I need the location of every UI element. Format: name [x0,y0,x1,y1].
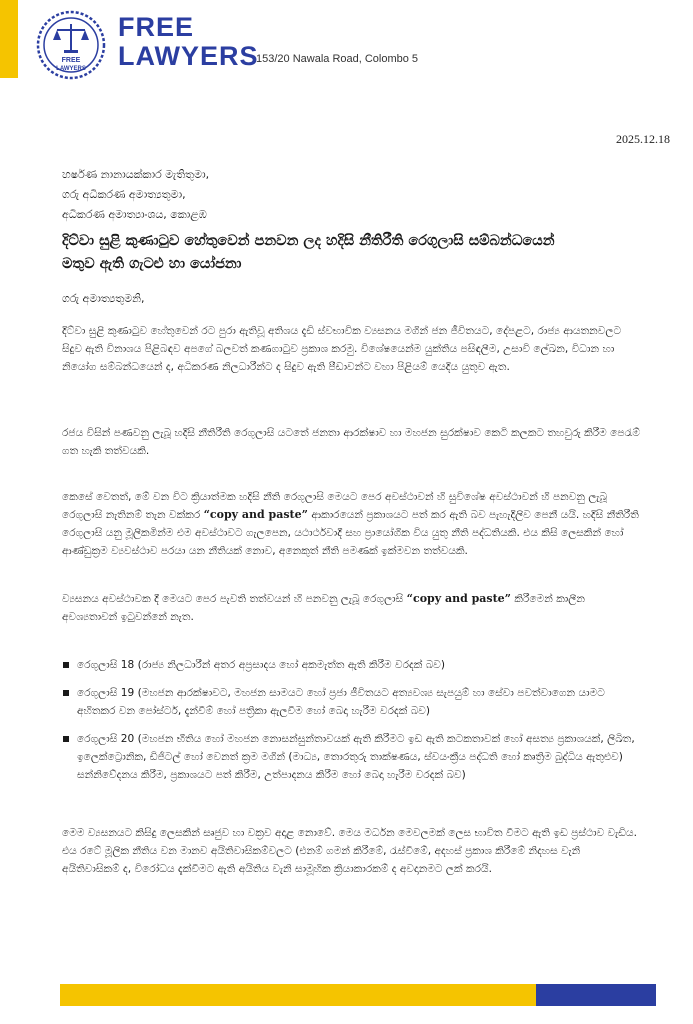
paragraph-3 [62,488,640,560]
letter-date: 2025.12.18 [616,132,670,146]
subject-line: දිට්වා සුළි කුණාටුව හේතුවෙන් පනවන ලද හදිසි නීතිරීති රෙගුලාසි සම්බන්ධයෙන් [62,233,555,249]
recipient-line: හර්ෂණ නානායක්කාර මැතිතුමා, [62,168,210,181]
logo-text-line1: FREE [61,57,81,64]
paragraph-4-part-b: කිරීමෙන් කාලීන අවශ්‍යතාවන් ඉටුවන්නේ නැත. [62,593,585,623]
bullet-square-icon [63,736,69,742]
brand-line-1: FREE [118,12,195,42]
subject-line: මතුව ඇති ගැටළු හා යෝජනා [62,256,242,272]
paragraph-4-part-a: ව්‍යසනය අවස්ථාවක දී මෙයට පෙර පැවති තත්වයන් හි පනවනු ලැබූ රෙගුලාසි [62,593,404,605]
copy-paste-quote: “copy and paste” [406,592,512,605]
list-item-text: රෙගුලාසි 20 (මහජන භීතිය හෝ මහජන නොසන්සුන්තාවයක් ඇති කිරීමට ඉඩ ඇති කටකතාවක් හෝ අසත්‍ය ප්‍රකාශයක්, ලිඛිත, ඉලෙක්ට්‍රොනික, ඩිජිටල් හෝ වෙනත් ක්‍රම මගින් (මාධ්‍ය, තොරතුරු තාක්ෂණය, ස්වයංක්‍රීය පද්ධති හෝ කෘත්‍රිම බුද්ධිය ඇතුළුව) සන්නිවේදනය කිරීම, ප්‍රකාශයට පත් කිරීම, උත්පාදනය කිරීම හෝ බෙදා හැරීම වරදක් බව) [77,733,635,781]
letter-subject [62,230,637,276]
letterhead-address: 153/20 Nawala Road, Colombo 5 [256,53,419,65]
regulation-list [62,656,640,794]
brand-line-2: LAWYERS [118,41,259,71]
recipient-block [62,165,209,225]
footer-yellow-bar [60,984,536,1006]
paragraph-1: දිට්වා සුළි කුණාටුව හේතුවෙන් රට පුරා ඇතිවූ අතිශය දැඩි ස්වභාවික ව්‍යසනය මගින් ජන ජීවිතයට, දේපළට, රාජ්‍ය ආයතනවලට සිදුව ඇති විනාශය පිළිබඳව අපගේ බලවත් කණගාටුව ප්‍රකාශ කරමු. විශේෂයෙන්ම යුක්තිය පසිඳලීම, උසාවි ලේඛන, විධාන හා නියෝග සම්බන්ධයෙන් ද, අධිකරණ නිලධාරීන්ට ද සිදුව ඇති පීඩාවන්ට වහා පිළියම් යෙදිය යුතුව ඇත. [62,325,622,373]
paragraph-4 [62,590,640,626]
paragraph-5: මෙම ව්‍යසනයට කිසිදු ලෙසකින් සෘජුව හා වක්‍රව අදාළ නොවේ. මෙය මර්ධන මෙවලමක් ලෙස භාවිත වීමට ඇති ඉඩ ප්‍රස්ථාව වැඩිය. එය රටේ මූලික නීතිය වන මානව අයිතිවාසිකම්වලට (එනම් ගමන් කිරීමේ, රැස්වීමේ, අදහස් ප්‍රකාශ කිරීමේ නිදහස වැනි අයිතිවාසිකම් ද, විරෝධය දැක්වීමට ඇති අයිතිය වැනි සාමූහික ක්‍රියාකාරකම් ද අවදානමට ලක් කරයි. [62,827,638,875]
paragraph-3-part-b: ආකාරයෙන් ප්‍රකාශයට පත් කර ඇති බව පැහැදිලිව පෙනී යයි. හදිසි නීතිරීති රෙගුලාසි යනු මූලිකමින්ම එම අවස්ථාවට ගැලපෙන, යථාර්ථවාදී සහ ප්‍රායෝගික විය යුතු නීති පද්ධතියකි. එය කිසි ලෙසකින් හෝ ආණ්ඩුක්‍රම ව්‍යවස්ථාව පරයා යන නීතියක් නොව, අනෙකුත් නීති පමණක් ඉක්මවන තත්වයකි. [62,509,639,557]
recipient-line: ගරු අධිකරණ අමාත්‍යතුමා, [62,188,186,201]
brand-name [118,14,259,70]
paragraph-2: රජය විසින් පණවනු ලැබූ හදිසි නීතිරීති රෙගුලාසි යටතේ ජනතා ආරක්ෂාව හා මහජන සුරක්ෂාව කෙටි කලකට තහවුරු කිරීම පෙරැම් ගත හැකි තත්වයකි. [62,427,641,457]
list-item-text: රෙගුලාසි 18 (රාජ්‍ය නිලධාරීන් අතර අප්‍රසාදය හෝ අකමැත්ත ඇති කිරීම වරදක් බව) [77,659,446,671]
free-lawyers-logo-icon [36,10,106,80]
list-item-text: රෙගුලාසි 19 (මහජන ආරක්ෂාවට, මහජන සාමයට හෝ ප්‍රජා ජීවිතයට අත්‍යවශ්‍ය සැපයුම් හා සේවා පවත්වාගෙන යාමට අහිතකර වන පෝස්ටර්, දැන්වීම් හෝ පත්‍රිකා ඇලවීම හෝ බෙදා හැරීම වරදක් බව) [77,687,605,717]
list-item [62,656,640,674]
recipient-line: අධිකරණ අමාත්‍යාංශය, කොළඹ [62,208,207,221]
paragraph-3-part-a: කෙසේ වෙතත්, මේ වන විට ක්‍රියාත්මක හදිසි නීති රෙගුලාසි මෙයට පෙර අවස්ථාවන් හි සුවිශේෂ අවස්ථාවන් හි පනවනු ලැබූ රෙගුලාසි නැතිනම් තැන වක්කර [62,491,607,521]
copy-paste-quote: “copy and paste” [203,508,308,521]
list-item [62,730,640,784]
salutation: ගරු අමාත්‍යතුමනි, [62,292,145,305]
bullet-square-icon [63,662,69,668]
footer-blue-bar [536,984,656,1006]
logo-text-line2: LAWYERS [56,66,86,72]
left-accent-stripe [0,0,18,78]
bullet-square-icon [63,690,69,696]
list-item [62,684,640,720]
